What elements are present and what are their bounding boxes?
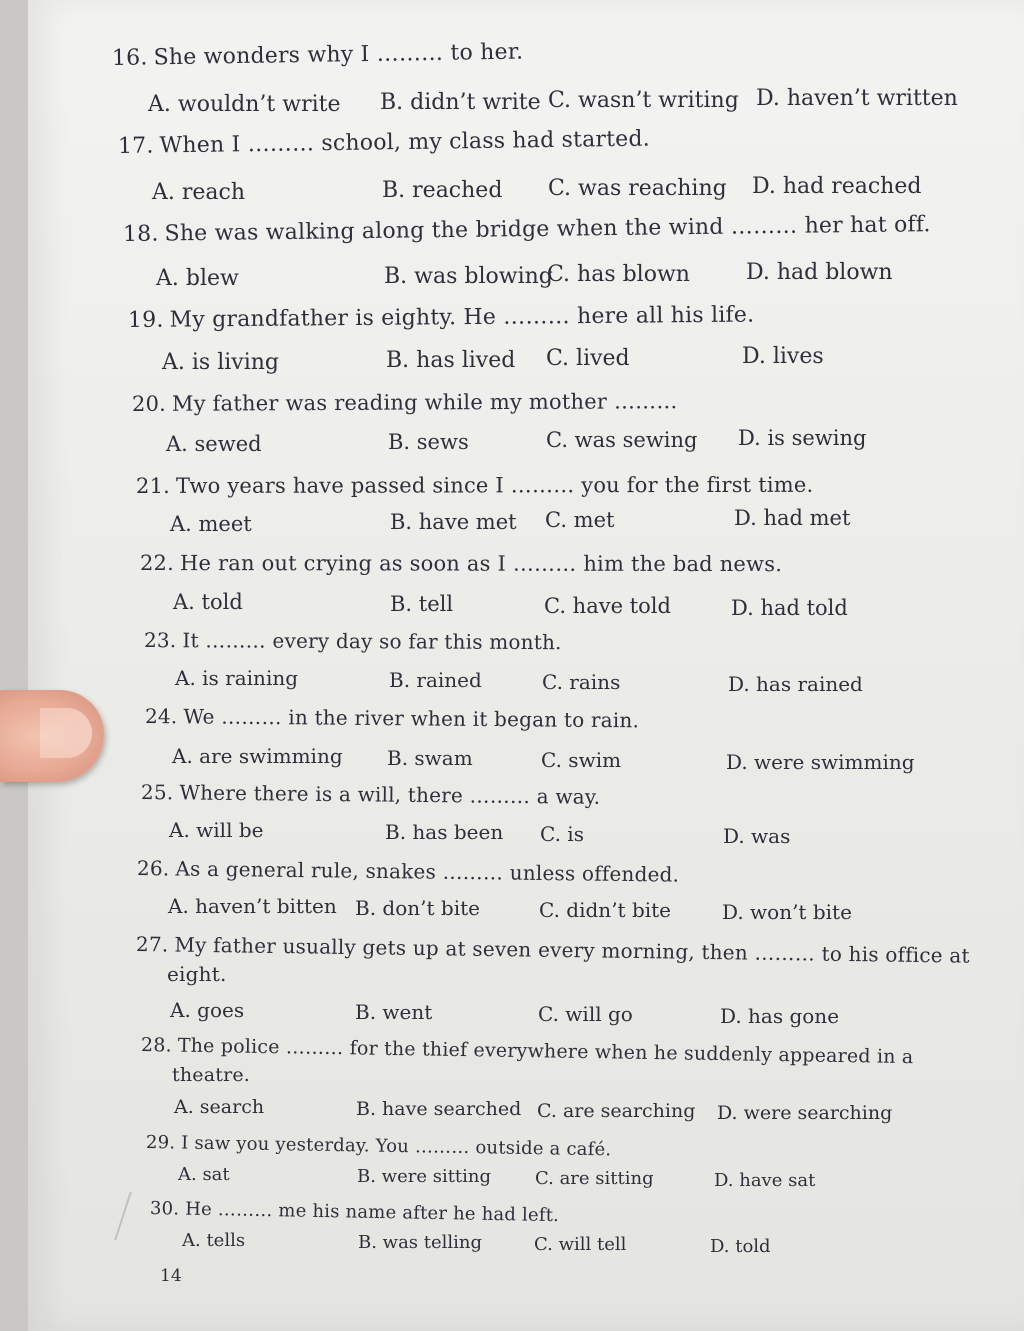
answer-option-b: B. has lived [386, 348, 516, 373]
answer-option-a: A. will be [169, 818, 264, 842]
answer-option-b: B. were sitting [357, 1166, 492, 1187]
answer-option-a: A. tells [182, 1230, 246, 1251]
question-21 [136, 473, 813, 498]
question-23 [144, 628, 562, 654]
question-stem: My father was reading while my mother ……… [171, 389, 678, 416]
question-number: 17. [117, 133, 154, 159]
answer-option-b: B. sews [388, 430, 469, 454]
answer-option-b: B. was telling [358, 1232, 483, 1253]
answer-option-b: B. reached [382, 178, 503, 203]
answer-option-c: C. will tell [534, 1234, 627, 1255]
answer-option-a: A. is raining [175, 666, 299, 690]
answer-option-a: A. told [173, 590, 243, 614]
answer-option-c: C. have told [544, 594, 671, 618]
question-stem: It ……… every day so far this month. [182, 628, 562, 655]
answer-option-d: D. were searching [717, 1102, 893, 1124]
question-stem: He ran out crying as soon as I ……… him the bad news. [179, 551, 783, 577]
answer-option-d: D. had told [731, 596, 848, 620]
answer-option-a: A. search [174, 1096, 265, 1118]
answer-option-b: B. rained [389, 668, 482, 692]
page-number: 14 [160, 1266, 182, 1286]
answer-option-c: C. was sewing [546, 428, 698, 452]
answer-option-c: C. rains [542, 670, 621, 694]
answer-option-a: A. are swimming [172, 744, 343, 768]
answer-option-c: C. will go [538, 1002, 633, 1026]
question-number: 18. [122, 221, 159, 247]
question-stem: Where there is a will, there ……… a way. [179, 780, 601, 809]
answer-option-c: C. are searching [537, 1100, 696, 1122]
answer-option-b: B. don’t bite [355, 896, 480, 920]
question-stem-continuation: theatre. [172, 1064, 251, 1086]
answer-option-a: A. blew [156, 266, 239, 291]
question-25 [141, 780, 601, 809]
answer-option-a: A. sat [178, 1164, 230, 1185]
answer-option-d: D. had met [734, 506, 851, 530]
question-20 [132, 389, 678, 416]
answer-option-d: D. told [710, 1236, 771, 1257]
answer-option-d: D. haven’t written [756, 86, 958, 111]
question-stem: Two years have passed since I ……… you for the first time. [175, 472, 814, 498]
question-stem: When I ……… school, my class had started. [159, 126, 651, 159]
question-number: 16. [111, 45, 148, 71]
answer-option-b: B. tell [390, 592, 454, 616]
answer-option-b: B. have searched [356, 1098, 522, 1120]
question-number: 28. [140, 1034, 172, 1057]
question-22 [140, 551, 782, 576]
question-stem: I saw you yesterday. You ……… outside a café. [181, 1132, 612, 1161]
fingernail [40, 708, 92, 758]
answer-option-a: A. sewed [166, 432, 262, 456]
question-number: 20. [131, 391, 167, 416]
answer-option-d: D. had blown [746, 260, 893, 285]
answer-option-c: C. wasn’t writing [548, 88, 739, 113]
answer-option-a: A. wouldn’t write [148, 92, 341, 117]
answer-option-d: D. was [723, 824, 791, 848]
question-number: 22. [139, 551, 175, 576]
question-number: 23. [143, 628, 177, 653]
answer-option-d: D. won’t bite [722, 900, 852, 924]
answer-option-d: D. is sewing [738, 426, 867, 450]
answer-option-c: C. swim [541, 748, 622, 772]
question-24 [145, 704, 639, 732]
answer-option-c: C. lived [546, 346, 630, 371]
answer-option-b: B. went [355, 1000, 433, 1024]
answer-option-d: D. lives [742, 344, 824, 369]
answer-option-a: A. haven’t bitten [168, 894, 337, 918]
question-stem: She wonders why I ……… to her. [153, 39, 524, 71]
answer-option-c: C. has blown [547, 262, 690, 287]
question-number: 30. [149, 1198, 180, 1220]
answer-option-d: D. were swimming [726, 750, 915, 774]
answer-option-c: C. are sitting [535, 1168, 654, 1189]
answer-option-d: D. has gone [720, 1004, 840, 1028]
question-number: 24. [144, 704, 178, 729]
question-number: 29. [145, 1132, 176, 1154]
answer-option-c: C. was reaching [548, 176, 727, 201]
question-number: 27. [135, 932, 169, 957]
answer-option-d: D. had reached [752, 174, 922, 199]
answer-option-b: B. has been [385, 820, 504, 844]
question-stem: As a general rule, snakes ……… unless offended. [175, 856, 680, 887]
question-number: 26. [136, 856, 170, 881]
answer-option-a: A. reach [152, 180, 246, 205]
answer-option-c: C. met [545, 508, 615, 532]
answer-option-b: B. was blowing [384, 264, 553, 289]
question-stem: My grandfather is eighty. He ……… here all his life. [169, 302, 755, 333]
answer-option-b: B. swam [387, 746, 473, 770]
question-stem: She was walking along the bridge when the wind ……… her hat off. [164, 212, 931, 247]
question-number: 21. [135, 473, 171, 498]
question-stem: We ……… in the river when it began to rain. [183, 704, 640, 733]
finger-holding-page [0, 690, 104, 782]
answer-option-a: A. goes [170, 998, 245, 1022]
answer-option-d: D. has rained [728, 672, 863, 696]
question-number: 25. [140, 780, 174, 805]
answer-option-c: C. is [540, 822, 584, 846]
question-stem: The police ……… for the thief everywhere when he suddenly appeared in a [177, 1034, 914, 1069]
answer-option-b: B. have met [390, 510, 517, 534]
answer-option-c: C. didn’t bite [539, 898, 672, 922]
answer-option-a: A. meet [170, 512, 252, 536]
question-stem-continuation: eight. [167, 962, 227, 986]
question-number: 19. [127, 307, 164, 333]
answer-option-a: A. is living [162, 350, 279, 375]
answer-option-b: B. didn’t write [380, 90, 541, 115]
question-stem: My father usually gets up at seven every morning, then ……… to his office at [174, 932, 970, 968]
answer-option-d: D. have sat [714, 1170, 816, 1191]
question-stem: He ……… me his name after he had left. [185, 1198, 560, 1227]
